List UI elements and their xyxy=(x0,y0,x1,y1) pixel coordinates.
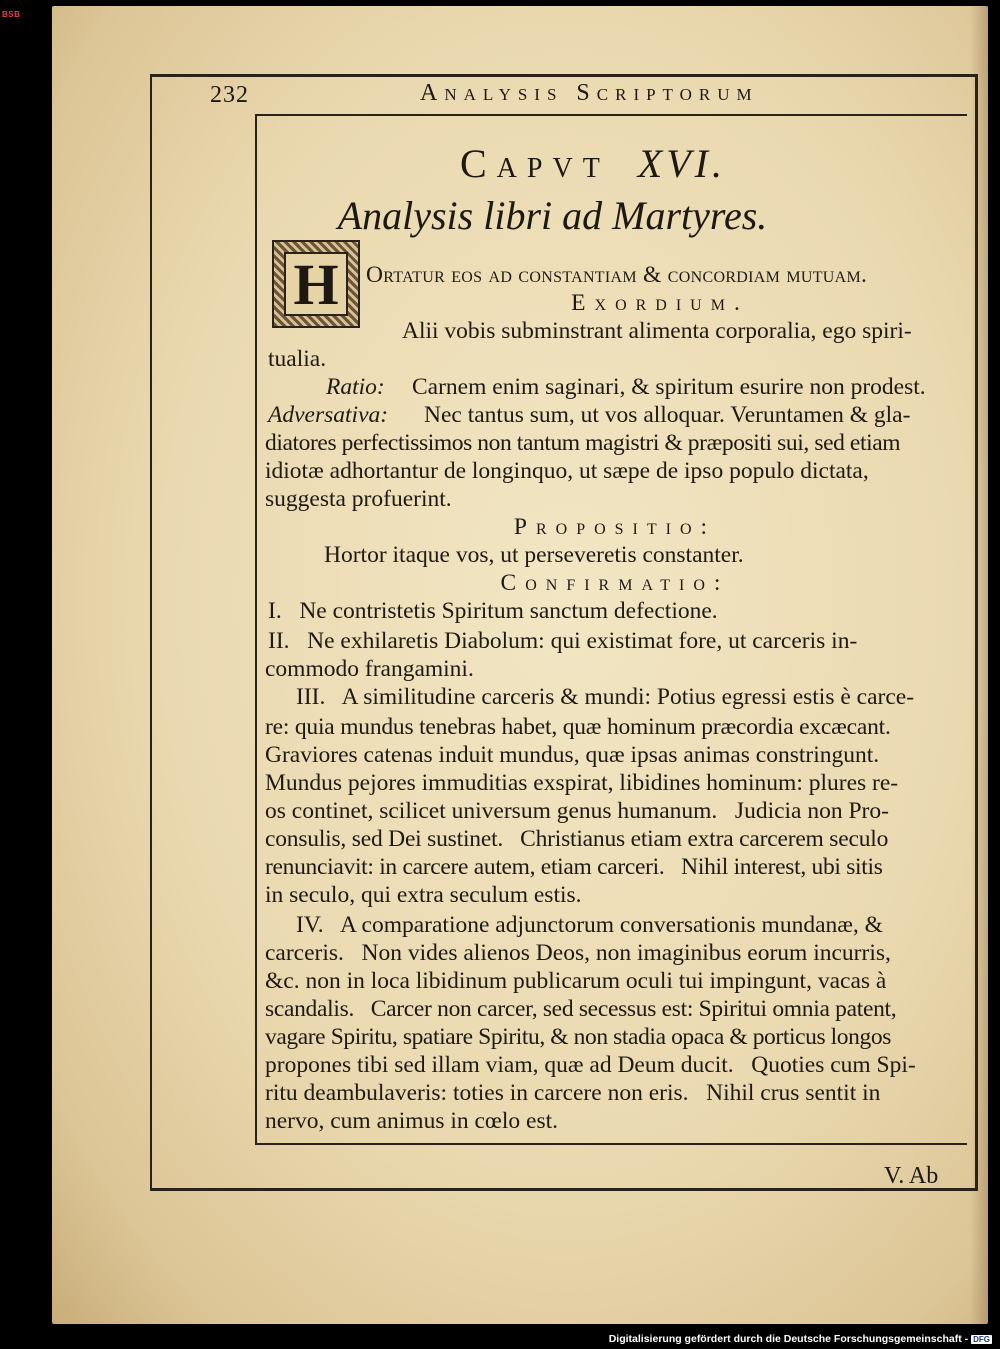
library-mark: BSB xyxy=(2,10,21,19)
text-line: Graviores catenas induit mundus, quæ ipsas animas constringunt. xyxy=(265,742,880,768)
text-line: II. Ne exhilaretis Diabolum: qui existimat fore, ut carceris in- xyxy=(268,628,858,654)
text-line: diatores perfectissimos non tantum magistri & præpositi sui, sed etiam xyxy=(265,430,901,456)
text-line: vagare Spiritu, spatiare Spiritu, & non stadia opaca & porticus longos xyxy=(265,1024,891,1050)
text-line: &c. non in loca libidinum publicarum oculi tui impingunt, vacas à xyxy=(265,968,887,994)
text-line: suggesta profuerint. xyxy=(265,486,452,512)
text-line: nervo, cum animus in cœlo est. xyxy=(265,1108,559,1134)
text-line: IV. A comparatione adjunctorum conversationis mundanæ, & xyxy=(296,912,883,938)
credit-text: Digitalisierung gefördert durch die Deutsche Forschungsgemeinschaft - xyxy=(608,1333,969,1345)
dfg-logo: DFG xyxy=(973,1335,990,1344)
text-line: propones tibi sed illam viam, quæ ad Deum ducit. Quoties cum Spi- xyxy=(265,1052,916,1078)
frame-right-rule xyxy=(975,74,978,1190)
frame-header-rule xyxy=(255,114,967,116)
text-line: I. Ne contristetis Spiritum sanctum defectione. xyxy=(268,598,718,624)
initial-letter: H xyxy=(284,252,348,316)
running-title: Analysis Scriptorum xyxy=(420,80,759,106)
text-line: idiotæ adhortantur de longinquo, ut sæpe de ipso populo dictata, xyxy=(265,458,869,484)
frame-bottom-rule xyxy=(150,1188,978,1191)
text-line: tualia. xyxy=(268,346,327,372)
text-line: scandalis. Carcer non carcer, sed secessus est: Spiritui omnia patent, xyxy=(265,996,897,1022)
text-line: Carnem enim saginari, & spiritum esurire non prodest. xyxy=(412,374,926,400)
text-line: re: quia mundus tenebras habet, quæ hominum præcordia excæcant. xyxy=(265,714,891,740)
frame-inner-left-rule xyxy=(255,114,257,1144)
frame-top-rule xyxy=(150,74,978,77)
chapter-number: XVI. xyxy=(637,141,726,186)
chapter-label: Capvt xyxy=(460,141,610,186)
text-line: carceris. Non vides alienos Deos, non imaginibus eorum incurris, xyxy=(265,940,891,966)
text-line: III. A similitudine carceris & mundi: Potius egressi estis è carce- xyxy=(296,684,915,710)
section-heading-propositio: Propositio: xyxy=(513,514,717,540)
text-line: Hortor itaque vos, ut perseveretis constanter. xyxy=(324,542,744,568)
text-line: consulis, sed Dei sustinet. Christianus etiam extra carcerem seculo xyxy=(265,826,889,852)
text-line: commodo frangamini. xyxy=(265,656,474,682)
text-line: Ortatur eos ad constantiam & concordiam mutuam. xyxy=(366,262,868,288)
catchword: V. Ab xyxy=(884,1163,939,1189)
frame-text-bottom-rule xyxy=(255,1143,967,1145)
text-line: Mundus pejores immuditias exspirat, libidines hominum: plures re- xyxy=(265,770,899,796)
digitization-credit xyxy=(609,1333,992,1345)
text-line: in seculo, qui extra seculum estis. xyxy=(265,882,582,908)
section-heading-confirmatio: Confirmatio: xyxy=(500,570,730,596)
section-heading-exordium: Exordium. xyxy=(571,290,749,316)
page-number: 232 xyxy=(210,82,249,108)
text-line: Alii vobis subminstrant alimenta corporalia, ego spiri- xyxy=(402,318,912,344)
chapter-heading xyxy=(460,140,726,187)
text-line: renunciavit: in carcere autem, etiam carceri. Nihil interest, ubi sitis xyxy=(265,854,883,880)
label-adversativa: Adversativa: xyxy=(268,402,389,428)
chapter-subtitle: Analysis libri ad Martyres. xyxy=(337,193,768,238)
frame-left-rule xyxy=(150,74,152,1190)
text-line: Nec tantus sum, ut vos alloquar. Veruntamen & gla- xyxy=(424,402,911,428)
label-ratio: Ratio: xyxy=(326,374,385,400)
text-line: os continet, scilicet universum genus humanum. Judicia non Pro- xyxy=(265,798,889,824)
text-line: ritu deambulaveris: toties in carcere non eris. Nihil crus sentit in xyxy=(265,1080,881,1106)
